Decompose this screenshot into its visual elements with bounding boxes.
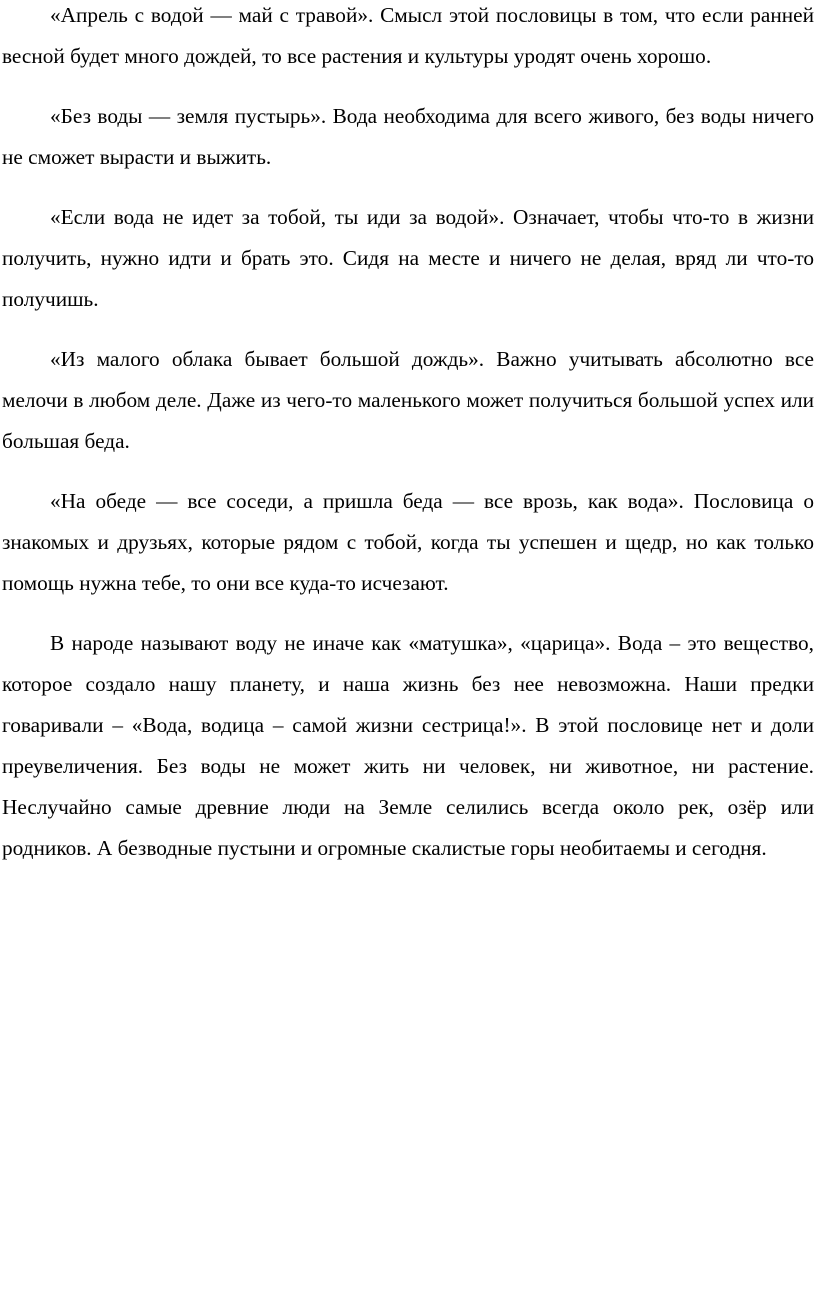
paragraph-april-proverb: «Апрель с водой — май с травой». Смысл этой пословицы в том, что если ранней весной будет много дождей, то все растения и культуры уродят очень хорошо. bbox=[2, 3, 814, 68]
paragraph-go-for-water-proverb: «Если вода не идет за тобой, ты иди за водой». Означает, чтобы что-то в жизни получить, нужно идти и брать это. Сидя на месте и ничего не делая, вряд ли что-то получишь. bbox=[2, 205, 814, 311]
document-body bbox=[2, 0, 814, 888]
paragraph-neighbors-proverb: «На обеде — все соседи, а пришла беда — все врозь, как вода». Пословица о знакомых и друзьях, которые рядом с тобой, когда ты успешен и щедр, но как только помощь нужна тебе, то они все куда-то исчезают. bbox=[2, 489, 814, 595]
paragraph-no-water-proverb: «Без воды — земля пустырь». Вода необходима для всего живого, без воды ничего не сможет вырасти и выжить. bbox=[2, 104, 814, 169]
paragraph-small-cloud-proverb: «Из малого облака бывает большой дождь». Важно учитывать абсолютно все мелочи в любом деле. Даже из чего-то маленького может получиться большой успех или большая беда. bbox=[2, 347, 814, 453]
paragraph-water-mother: В народе называют воду не иначе как «матушка», «царица». Вода – это вещество, которое создало нашу планету, и наша жизнь без нее невозможна. Наши предки говаривали – «Вода, водица – самой жизни сестрица!». В этой пословице нет и доли преувеличения. Без воды не может жить ни человек, ни животное, ни растение. Неслучайно самые древние люди на Земле селились всегда около рек, озёр или родников. А безводные пустыни и огромные скалистые горы необитаемы и сегодня. bbox=[2, 631, 814, 860]
